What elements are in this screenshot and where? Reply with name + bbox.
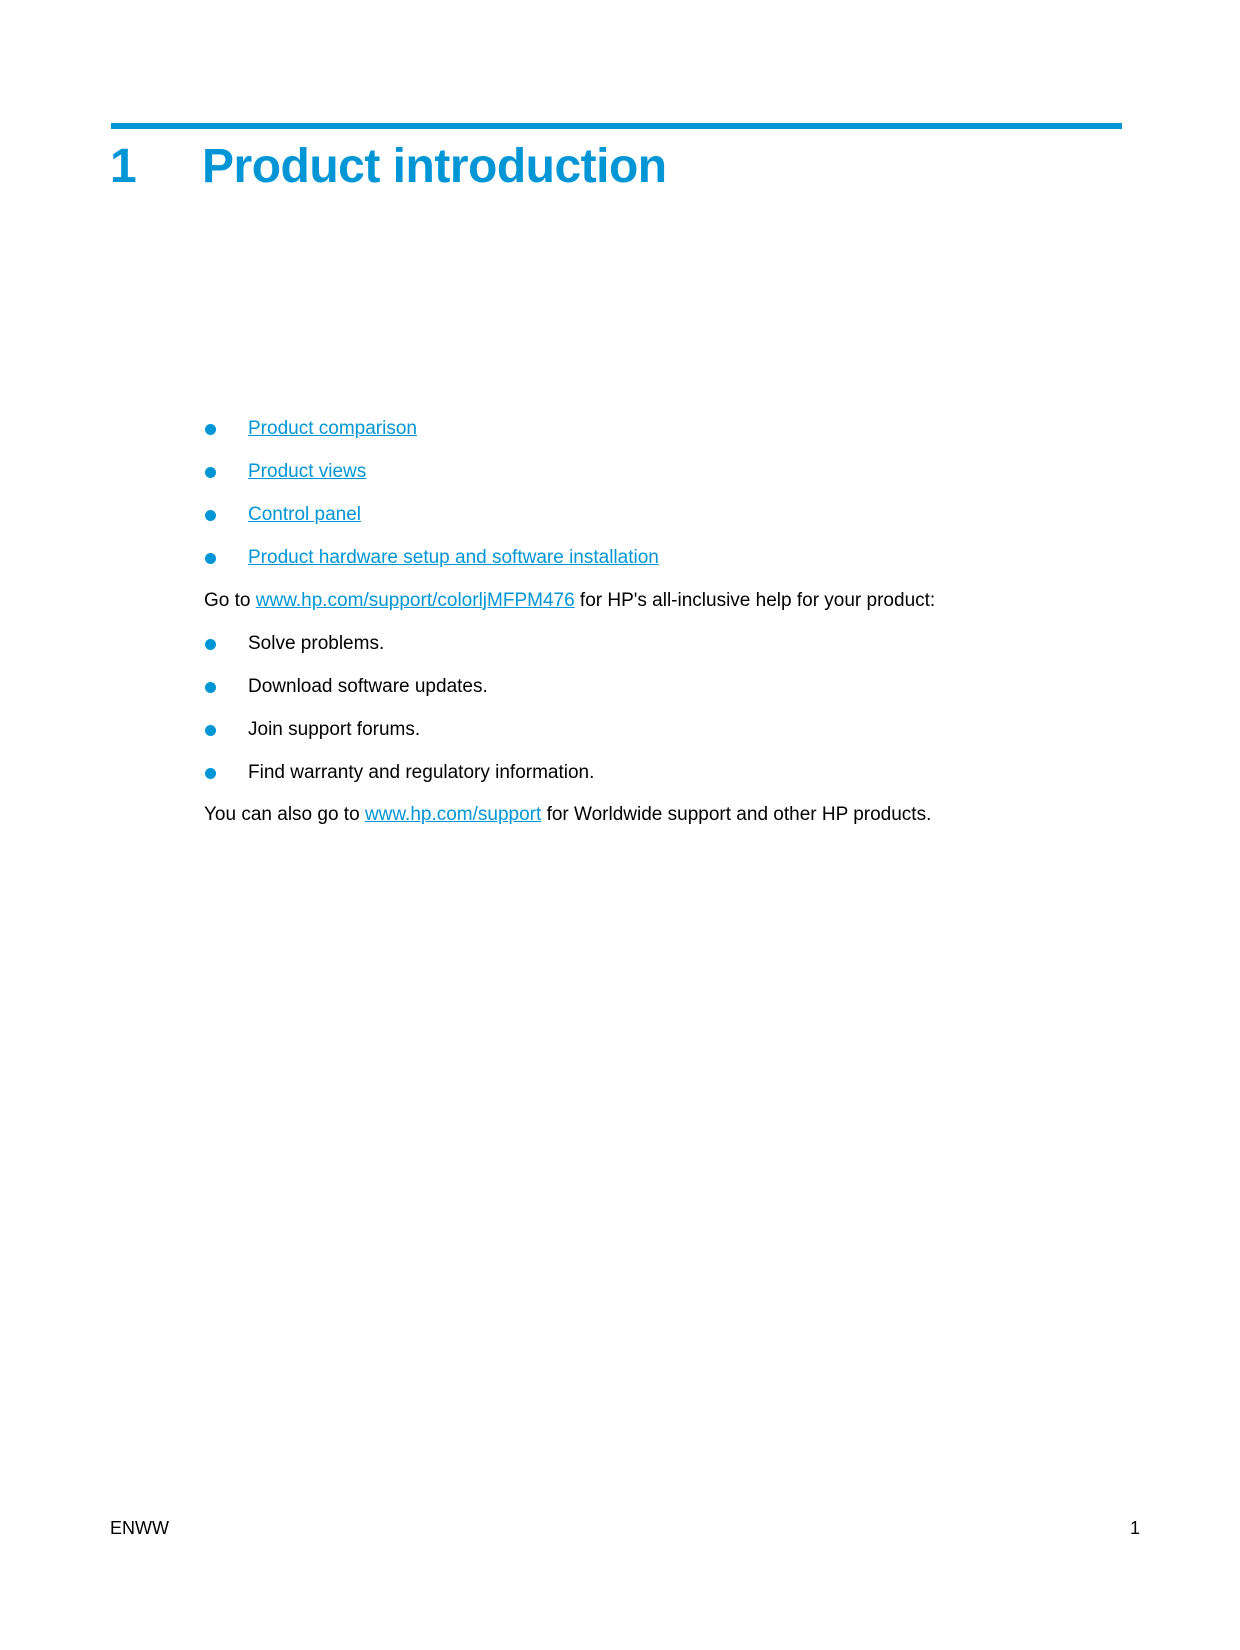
outro-suffix: for Worldwide support and other HP products.: [541, 804, 932, 825]
bullet-icon: [205, 467, 216, 478]
bullet-icon: [205, 639, 216, 650]
bullet-icon: [205, 553, 216, 564]
help-item: Solve problems.: [248, 633, 385, 654]
chapter-title: Product introduction: [202, 140, 667, 193]
chapter-top-rule: [111, 123, 1122, 129]
bullet-icon: [205, 510, 216, 521]
toc-item-hardware-setup: [248, 545, 659, 571]
chapter-number: 1: [110, 140, 137, 193]
bullet-icon: [205, 424, 216, 435]
bullet-icon: [205, 725, 216, 736]
intro-paragraph: [204, 588, 935, 614]
toc-link-product-views[interactable]: Product views: [248, 461, 367, 482]
toc-item-product-views: [248, 459, 366, 485]
support-link[interactable]: www.hp.com/support: [364, 804, 542, 825]
help-item: Find warranty and regulatory information.: [248, 762, 595, 783]
page-number: 1: [1129, 1518, 1140, 1538]
intro-prefix: Go to: [204, 590, 256, 611]
bullet-icon: [205, 768, 216, 779]
footer-label: ENWW: [110, 1518, 169, 1538]
toc-link-hardware-setup[interactable]: Product hardware setup and software installation: [248, 547, 659, 568]
outro-prefix: You can also go to: [204, 804, 365, 825]
support-product-link[interactable]: www.hp.com/support/colorljMFPM476: [255, 590, 575, 611]
intro-suffix: for HP's all-inclusive help for your product:: [574, 590, 936, 611]
outro-paragraph: [204, 802, 931, 828]
bullet-icon: [205, 682, 216, 693]
help-item: Download software updates.: [248, 676, 488, 697]
toc-item-product-comparison: [248, 416, 417, 442]
toc-item-control-panel: [248, 502, 361, 528]
toc-link-product-comparison[interactable]: Product comparison: [248, 418, 417, 439]
help-item: Join support forums.: [248, 719, 421, 740]
toc-link-control-panel[interactable]: Control panel: [248, 504, 362, 525]
